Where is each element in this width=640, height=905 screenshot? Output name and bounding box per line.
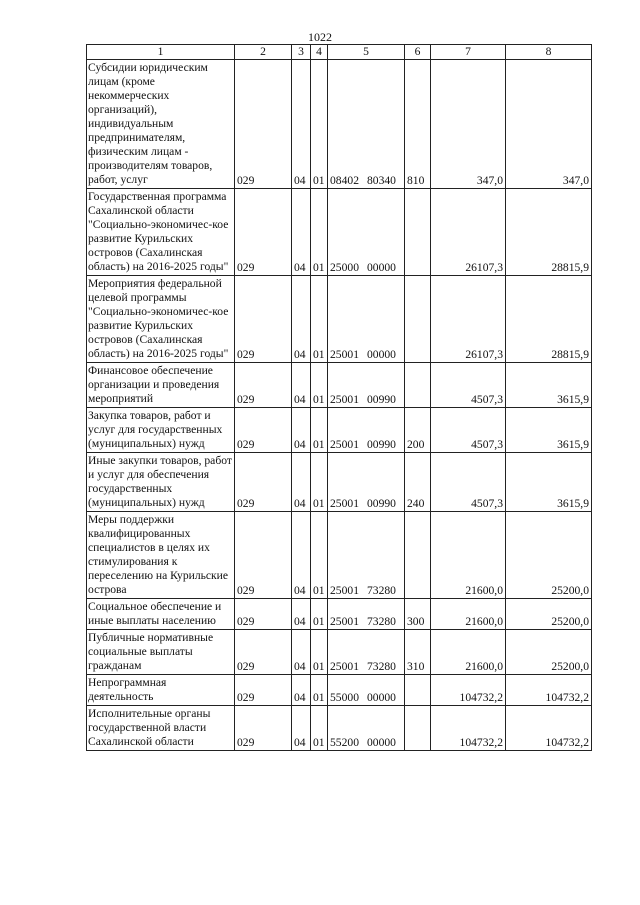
row-target-article: [328, 599, 405, 630]
row-expense-type: [405, 512, 431, 599]
row-ministry: 029: [235, 276, 292, 363]
row-name: Закупка товаров, работ и услуг для государственных (муниципальных) нужд: [87, 408, 235, 453]
row-amount-col7: 4507,3: [431, 453, 506, 512]
row-subsection: 01: [311, 276, 328, 363]
row-csr-program: 25001: [330, 438, 359, 451]
row-amount-col8: 25200,0: [506, 512, 592, 599]
row-amount-col7: 26107,3: [431, 276, 506, 363]
row-csr-item: 00000: [366, 736, 396, 749]
row-csr-item: 00990: [366, 497, 396, 510]
row-csr-item: 00000: [366, 348, 396, 361]
row-expense-type: 810: [405, 60, 431, 189]
table-row: [87, 363, 592, 408]
row-amount-col8: 347,0: [506, 60, 592, 189]
row-amount-col7: 21600,0: [431, 512, 506, 599]
row-target-article: [328, 706, 405, 751]
row-ministry: 029: [235, 189, 292, 276]
row-name: Публичные нормативные социальные выплаты гражданам: [87, 630, 235, 675]
row-target-article: [328, 363, 405, 408]
row-ministry: 029: [235, 363, 292, 408]
row-expense-type: 300: [405, 599, 431, 630]
row-amount-col8: 3615,9: [506, 453, 592, 512]
budget-table: [86, 44, 592, 751]
row-section: 04: [292, 512, 311, 599]
row-expense-type: [405, 675, 431, 706]
row-csr-item: 00000: [366, 261, 396, 274]
row-subsection: 01: [311, 675, 328, 706]
row-expense-type: [405, 363, 431, 408]
row-subsection: 01: [311, 363, 328, 408]
row-name: Мероприятия федеральной целевой программы "Социально-экономичес-кое развитие Курильских островов (Сахалинская область) на 2016-2025 годы": [87, 276, 235, 363]
table-row: [87, 675, 592, 706]
row-section: 04: [292, 453, 311, 512]
row-csr-program: 25001: [330, 584, 359, 597]
row-section: 04: [292, 363, 311, 408]
row-target-article: [328, 276, 405, 363]
row-section: 04: [292, 706, 311, 751]
header-cell: 2: [235, 45, 292, 60]
row-csr-item: 00990: [366, 438, 396, 451]
header-cell: 5: [328, 45, 405, 60]
row-csr-program: 25001: [330, 348, 359, 361]
table-row: [87, 512, 592, 599]
row-name: Государственная программа Сахалинской области "Социально-экономичес-кое развитие Курильских островов (Сахалинская область) на 2016-2025 годы": [87, 189, 235, 276]
row-target-article: [328, 60, 405, 189]
row-csr-program: 25001: [330, 497, 359, 510]
table-body: [87, 60, 592, 751]
row-subsection: 01: [311, 706, 328, 751]
row-amount-col8: 104732,2: [506, 675, 592, 706]
row-ministry: 029: [235, 630, 292, 675]
row-ministry: 029: [235, 706, 292, 751]
header-cell: 3: [292, 45, 311, 60]
page-number: 1022: [308, 30, 332, 44]
row-section: 04: [292, 60, 311, 189]
table-row: [87, 189, 592, 276]
row-ministry: 029: [235, 453, 292, 512]
row-amount-col8: 3615,9: [506, 408, 592, 453]
header-cell: 6: [405, 45, 431, 60]
row-expense-type: 240: [405, 453, 431, 512]
row-amount-col8: 104732,2: [506, 706, 592, 751]
table-row: [87, 630, 592, 675]
row-amount-col8: 25200,0: [506, 630, 592, 675]
table-row: [87, 706, 592, 751]
row-amount-col8: 28815,9: [506, 189, 592, 276]
row-target-article: [328, 630, 405, 675]
row-subsection: 01: [311, 599, 328, 630]
row-csr-item: 00000: [366, 691, 396, 704]
row-subsection: 01: [311, 189, 328, 276]
row-target-article: [328, 189, 405, 276]
table-row: [87, 276, 592, 363]
header-cell: 1: [87, 45, 235, 60]
row-ministry: 029: [235, 60, 292, 189]
row-amount-col7: 26107,3: [431, 189, 506, 276]
table-row: [87, 60, 592, 189]
table-row: [87, 408, 592, 453]
row-section: 04: [292, 599, 311, 630]
row-target-article: [328, 453, 405, 512]
row-amount-col7: 347,0: [431, 60, 506, 189]
row-csr-item: 73280: [366, 615, 396, 628]
row-expense-type: [405, 706, 431, 751]
header-cell: 7: [431, 45, 506, 60]
row-name: Финансовое обеспечение организации и проведения мероприятий: [87, 363, 235, 408]
row-csr-item: 73280: [366, 584, 396, 597]
table-row: [87, 599, 592, 630]
row-amount-col8: 25200,0: [506, 599, 592, 630]
row-csr-program: 25001: [330, 660, 359, 673]
row-ministry: 029: [235, 599, 292, 630]
row-target-article: [328, 675, 405, 706]
row-section: 04: [292, 189, 311, 276]
row-expense-type: 310: [405, 630, 431, 675]
row-subsection: 01: [311, 512, 328, 599]
row-amount-col7: 104732,2: [431, 706, 506, 751]
row-subsection: 01: [311, 60, 328, 189]
table-row: [87, 453, 592, 512]
row-ministry: 029: [235, 675, 292, 706]
row-section: 04: [292, 630, 311, 675]
row-csr-program: 08402: [330, 174, 359, 187]
row-subsection: 01: [311, 630, 328, 675]
row-ministry: 029: [235, 512, 292, 599]
row-name: Иные закупки товаров, работ и услуг для обеспечения государственных (муниципальных) нужд: [87, 453, 235, 512]
row-csr-program: 55200: [330, 736, 359, 749]
row-subsection: 01: [311, 453, 328, 512]
row-amount-col7: 4507,3: [431, 408, 506, 453]
header-cell: 8: [506, 45, 592, 60]
header-row: [87, 45, 592, 60]
row-csr-program: 55000: [330, 691, 359, 704]
row-amount-col7: 21600,0: [431, 599, 506, 630]
row-target-article: [328, 408, 405, 453]
row-csr-item: 80340: [366, 174, 396, 187]
row-amount-col8: 28815,9: [506, 276, 592, 363]
row-name: Непрограммная деятельность: [87, 675, 235, 706]
header-cell: 4: [311, 45, 328, 60]
row-section: 04: [292, 675, 311, 706]
row-ministry: 029: [235, 408, 292, 453]
row-name: Социальное обеспечение и иные выплаты населению: [87, 599, 235, 630]
row-csr-program: 25001: [330, 393, 359, 406]
row-csr-item: 73280: [366, 660, 396, 673]
row-section: 04: [292, 276, 311, 363]
row-amount-col7: 4507,3: [431, 363, 506, 408]
row-csr-item: 00990: [366, 393, 396, 406]
row-section: 04: [292, 408, 311, 453]
row-amount-col7: 21600,0: [431, 630, 506, 675]
row-expense-type: 200: [405, 408, 431, 453]
row-expense-type: [405, 189, 431, 276]
row-csr-program: 25000: [330, 261, 359, 274]
row-expense-type: [405, 276, 431, 363]
row-csr-program: 25001: [330, 615, 359, 628]
row-subsection: 01: [311, 408, 328, 453]
row-amount-col8: 3615,9: [506, 363, 592, 408]
row-target-article: [328, 512, 405, 599]
row-name: Исполнительные органы государственной власти Сахалинской области: [87, 706, 235, 751]
row-name: Субсидии юридическим лицам (кроме некоммерческих организаций), индивидуальным предпринимателям, физическим лицам - производителям товаров, работ, услуг: [87, 60, 235, 189]
row-amount-col7: 104732,2: [431, 675, 506, 706]
row-name: Меры поддержки квалифицированных специалистов в целях их стимулирования к переселению на Курильские острова: [87, 512, 235, 599]
